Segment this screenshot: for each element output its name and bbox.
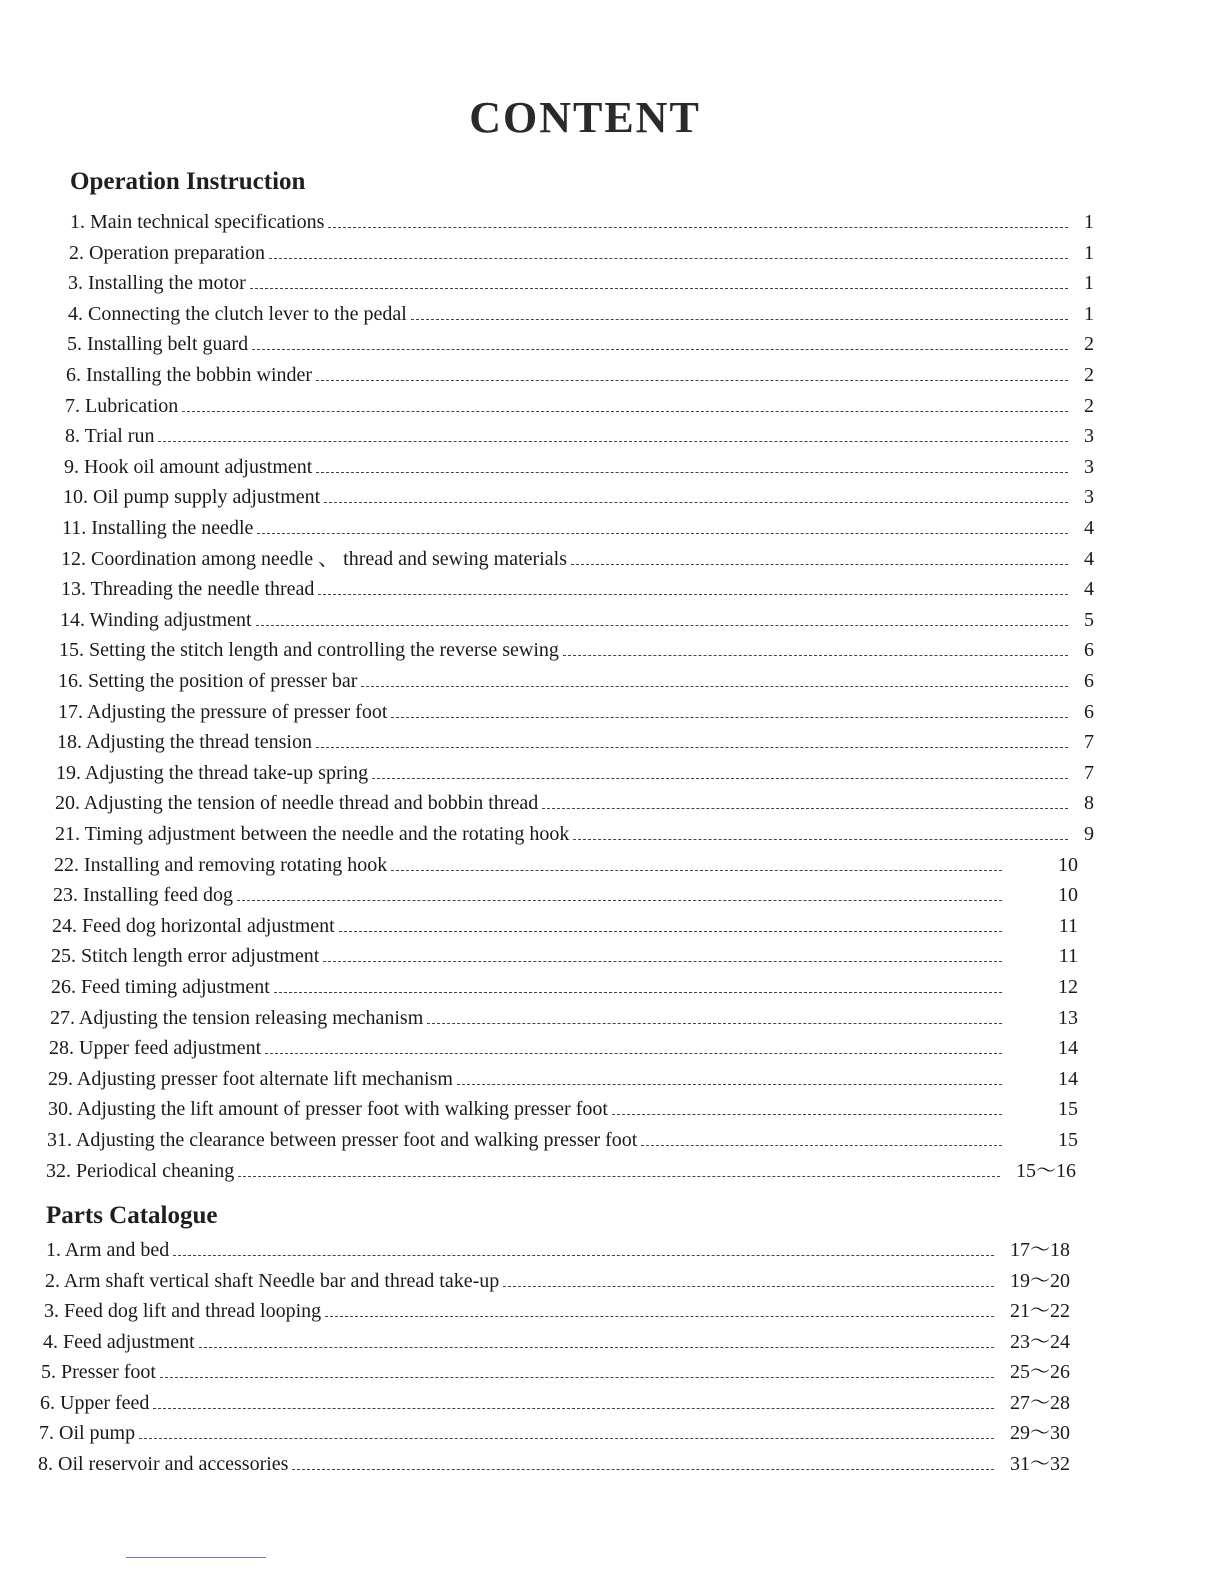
- dot-leader: [427, 1023, 1002, 1024]
- dot-leader: [269, 258, 1068, 259]
- toc-entry-label: 1. Main technical specifications: [70, 211, 325, 233]
- toc-entry: [39, 1419, 1070, 1445]
- toc-entry-page: 10: [1058, 884, 1078, 906]
- toc-entry: [57, 728, 1094, 754]
- toc-entry-page: 8: [1084, 792, 1094, 814]
- toc-entry-page: 7: [1084, 762, 1094, 784]
- dot-leader: [411, 319, 1068, 320]
- toc-entry-label: 20. Adjusting the tension of needle thread and bobbin thread: [55, 792, 539, 814]
- toc-entry: [64, 453, 1094, 479]
- toc-entry-label: 6. Installing the bobbin winder: [66, 364, 313, 386]
- dot-leader: [339, 931, 1002, 932]
- toc-entry-page: 11: [1058, 945, 1078, 967]
- toc-entry-label: 8. Oil reservoir and accessories: [38, 1453, 289, 1475]
- toc-entry: [48, 1065, 1078, 1091]
- toc-entry-label: 13. Threading the needle thread: [61, 578, 315, 600]
- dot-leader: [542, 808, 1068, 809]
- toc-entry-page: 4: [1084, 517, 1094, 539]
- toc-entry-page: 4: [1084, 578, 1094, 600]
- toc-entry-page: 2: [1084, 395, 1094, 417]
- toc-entry-label: 8. Trial run: [65, 425, 155, 447]
- toc-entry-page: 23～24: [1010, 1331, 1070, 1353]
- toc-entry-label: 3. Installing the motor: [68, 272, 246, 294]
- toc-entry-label: 15. Setting the stitch length and controlling the reverse sewing: [59, 639, 559, 661]
- dot-leader: [237, 900, 1002, 901]
- toc-entry-page: 3: [1084, 486, 1094, 508]
- toc-entry-label: 18. Adjusting the thread tension: [57, 731, 312, 753]
- toc-entry-label: 17. Adjusting the pressure of presser foot: [58, 701, 388, 723]
- toc-entry: [61, 545, 1094, 571]
- toc-entry-label: 2. Arm shaft vertical shaft Needle bar and thread take-up: [45, 1270, 500, 1292]
- toc-entry-page: 3: [1084, 425, 1094, 447]
- toc-entry-label: 25. Stitch length error adjustment: [51, 945, 320, 967]
- toc-entry: [58, 698, 1094, 724]
- toc-entry-label: 29. Adjusting presser foot alternate lift mechanism: [48, 1068, 453, 1090]
- toc-entry-label: 10. Oil pump supply adjustment: [63, 486, 321, 508]
- toc-entry: [44, 1297, 1070, 1323]
- toc-entry-page: 6: [1084, 701, 1094, 723]
- toc-entry-page: 12: [1058, 976, 1078, 998]
- toc-entry-page: 29～30: [1010, 1422, 1070, 1444]
- dot-leader: [250, 288, 1068, 289]
- toc-entry: [46, 1157, 1076, 1183]
- toc-entry: [50, 1004, 1078, 1030]
- page-title: CONTENT: [469, 93, 701, 142]
- dot-leader: [328, 227, 1068, 228]
- dot-leader: [256, 625, 1068, 626]
- toc-entry: [41, 1358, 1070, 1384]
- toc-entry-label: 14. Winding adjustment: [60, 609, 252, 631]
- dot-leader: [316, 747, 1068, 748]
- dot-leader: [173, 1255, 994, 1256]
- toc-entry-page: 9: [1084, 823, 1094, 845]
- toc-entry-page: 15～16: [1016, 1160, 1076, 1182]
- toc-entry: [51, 942, 1078, 968]
- toc-entry-label: 23. Installing feed dog: [53, 884, 233, 906]
- toc-entry: [54, 851, 1078, 877]
- toc-entry-page: 4: [1084, 548, 1094, 570]
- dot-leader: [316, 380, 1068, 381]
- toc-entry-page: 31～32: [1010, 1453, 1070, 1475]
- toc-entry: [70, 208, 1094, 234]
- toc-entry-label: 26. Feed timing adjustment: [51, 976, 270, 998]
- toc-entry: [62, 514, 1094, 540]
- toc-entry-label: 4. Feed adjustment: [43, 1331, 195, 1353]
- section-heading-operation: Operation Instruction: [70, 168, 306, 195]
- dot-leader: [391, 717, 1068, 718]
- toc-entry-label: 5. Installing belt guard: [67, 333, 249, 355]
- dot-leader: [323, 961, 1002, 962]
- toc-entry-page: 19～20: [1010, 1270, 1070, 1292]
- dot-leader: [257, 533, 1068, 534]
- dot-leader: [573, 839, 1068, 840]
- toc-entry-page: 3: [1084, 456, 1094, 478]
- dot-leader: [265, 1053, 1002, 1054]
- dot-leader: [160, 1377, 994, 1378]
- dot-leader: [361, 686, 1068, 687]
- toc-entry-label: 3. Feed dog lift and thread looping: [44, 1300, 322, 1322]
- dot-leader: [372, 778, 1068, 779]
- dot-leader: [325, 1316, 994, 1317]
- toc-entry-page: 5: [1084, 609, 1094, 631]
- toc-entry-label: 9. Hook oil amount adjustment: [64, 456, 313, 478]
- toc-entry-label: 27. Adjusting the tension releasing mechanism: [50, 1007, 424, 1029]
- dot-leader: [252, 349, 1068, 350]
- toc-entry-page: 6: [1084, 639, 1094, 661]
- dot-leader: [563, 655, 1068, 656]
- toc-entry-page: 10: [1058, 854, 1078, 876]
- toc-entry: [66, 361, 1094, 387]
- toc-entry-label: 6. Upper feed: [40, 1392, 150, 1414]
- dot-leader: [274, 992, 1002, 993]
- toc-entry-page: 15: [1058, 1129, 1078, 1151]
- toc-entry-page: 17～18: [1010, 1239, 1070, 1261]
- toc-entry-label: 24. Feed dog horizontal adjustment: [52, 915, 335, 937]
- toc-entry: [46, 1236, 1070, 1262]
- dot-leader: [182, 411, 1068, 412]
- dot-leader: [199, 1347, 994, 1348]
- toc-entry-label: 1. Arm and bed: [46, 1239, 170, 1261]
- toc-entry-label: 5. Presser foot: [41, 1361, 156, 1383]
- toc-entry: [51, 973, 1078, 999]
- toc-entry: [43, 1328, 1070, 1354]
- toc-entry-page: 25～26: [1010, 1361, 1070, 1383]
- toc-entry-label: 31. Adjusting the clearance between presser foot and walking presser foot: [47, 1129, 638, 1151]
- toc-entry: [45, 1267, 1070, 1293]
- toc-entry-label: 30. Adjusting the lift amount of presser foot with walking presser foot: [48, 1098, 608, 1120]
- toc-entry: [60, 606, 1094, 632]
- toc-entry: [65, 422, 1094, 448]
- toc-entry-page: 1: [1084, 211, 1094, 233]
- toc-entry-label: 2. Operation preparation: [69, 242, 266, 264]
- toc-entry-page: 6: [1084, 670, 1094, 692]
- toc-entry: [69, 239, 1094, 265]
- toc-entry-page: 1: [1084, 272, 1094, 294]
- dot-leader: [571, 564, 1068, 565]
- toc-entry-page: 14: [1058, 1037, 1078, 1059]
- toc-entry-label: 28. Upper feed adjustment: [49, 1037, 262, 1059]
- dot-leader: [641, 1145, 1002, 1146]
- toc-entry: [61, 575, 1094, 601]
- toc-entry-page: 27～28: [1010, 1392, 1070, 1414]
- toc-entry: [38, 1450, 1070, 1476]
- dot-leader: [292, 1469, 994, 1470]
- toc-entry: [52, 912, 1078, 938]
- toc-entry: [68, 300, 1094, 326]
- dot-leader: [316, 472, 1068, 473]
- section-heading-parts: Parts Catalogue: [46, 1202, 218, 1229]
- dot-leader: [457, 1084, 1002, 1085]
- toc-entry-label: 4. Connecting the clutch lever to the pedal: [68, 303, 407, 325]
- toc-entry: [67, 330, 1094, 356]
- toc-entry-page: 2: [1084, 333, 1094, 355]
- toc-entry: [53, 881, 1078, 907]
- dot-leader: [503, 1286, 994, 1287]
- dot-leader: [238, 1176, 1000, 1177]
- toc-entry-page: 11: [1058, 915, 1078, 937]
- toc-entry-page: 1: [1084, 242, 1094, 264]
- footer-rule: [126, 1557, 266, 1558]
- dot-leader: [153, 1408, 994, 1409]
- toc-entry-page: 1: [1084, 303, 1094, 325]
- toc-entry: [55, 789, 1094, 815]
- toc-entry: [49, 1034, 1078, 1060]
- toc-entry: [55, 820, 1094, 846]
- dot-leader: [324, 502, 1068, 503]
- toc-entry-label: 11. Installing the needle: [62, 517, 254, 539]
- toc-entry-page: 7: [1084, 731, 1094, 753]
- toc-entry-label: 7. Oil pump: [39, 1422, 136, 1444]
- toc-entry-label: 21. Timing adjustment between the needle and the rotating hook: [55, 823, 570, 845]
- toc-entry: [56, 759, 1094, 785]
- toc-entry: [59, 636, 1094, 662]
- toc-entry: [47, 1126, 1078, 1152]
- toc-entry: [65, 392, 1094, 418]
- toc-entry-label: 22. Installing and removing rotating hook: [54, 854, 388, 876]
- toc-entry-page: 14: [1058, 1068, 1078, 1090]
- toc-entry-page: 21～22: [1010, 1300, 1070, 1322]
- toc-entry: [40, 1389, 1070, 1415]
- toc-entry: [48, 1095, 1078, 1121]
- toc-entry-page: 2: [1084, 364, 1094, 386]
- toc-entry-label: 16. Setting the position of presser bar: [58, 670, 358, 692]
- toc-entry-label: 12. Coordination among needle 、 thread and sewing materials: [61, 548, 567, 570]
- dot-leader: [318, 594, 1068, 595]
- toc-entry: [68, 269, 1094, 295]
- toc-entry-label: 32. Periodical cheaning: [46, 1160, 235, 1182]
- toc-entry-label: 19. Adjusting the thread take-up spring: [56, 762, 369, 784]
- toc-entry-label: 7. Lubrication: [65, 395, 179, 417]
- toc-entry: [63, 483, 1094, 509]
- dot-leader: [391, 870, 1002, 871]
- toc-entry-page: 13: [1058, 1007, 1078, 1029]
- toc-entry: [58, 667, 1094, 693]
- dot-leader: [612, 1114, 1002, 1115]
- toc-entry-page: 15: [1058, 1098, 1078, 1120]
- dot-leader: [158, 441, 1068, 442]
- dot-leader: [139, 1438, 994, 1439]
